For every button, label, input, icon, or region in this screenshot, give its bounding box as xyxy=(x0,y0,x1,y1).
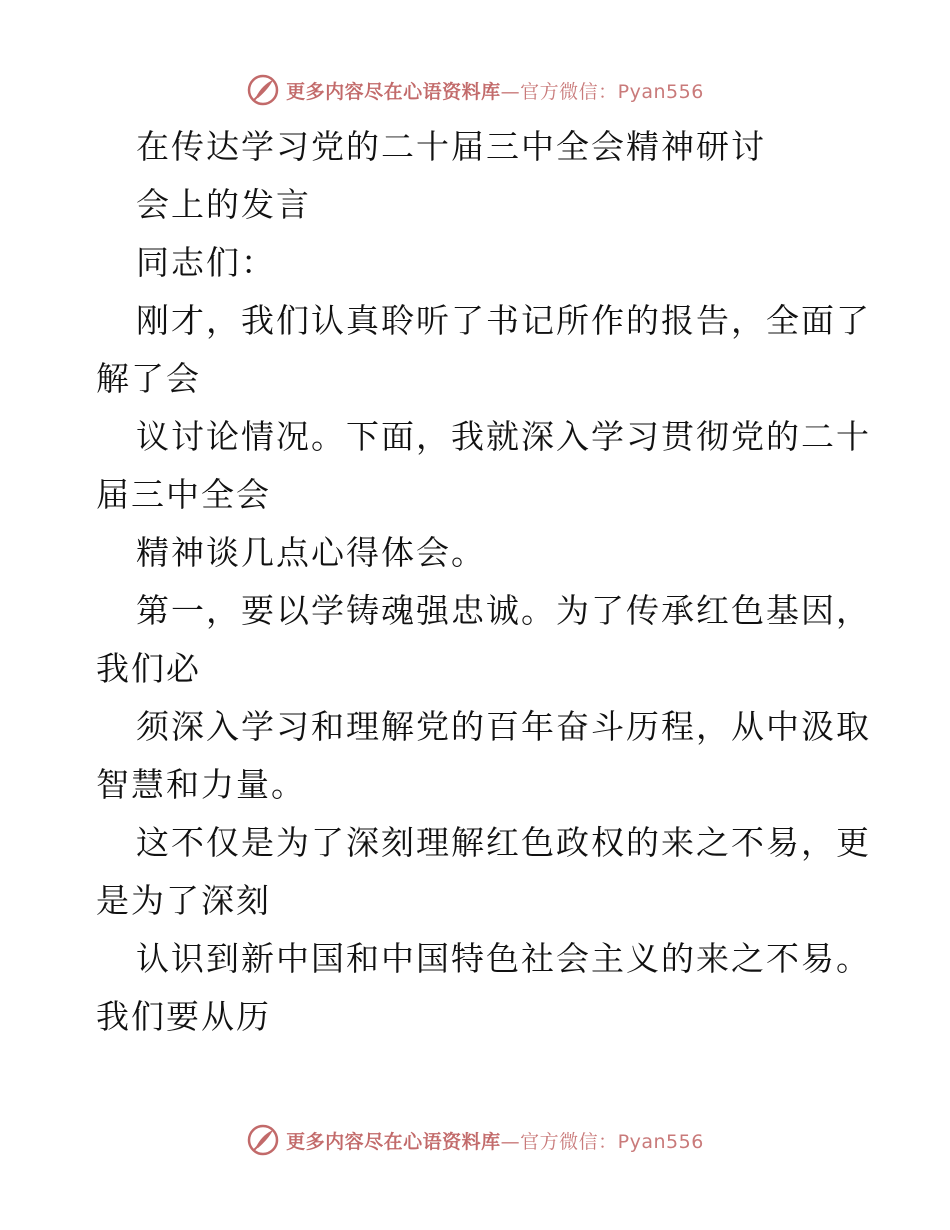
body-line: 我们必 xyxy=(96,649,201,688)
watermark-text xyxy=(286,77,704,104)
document-body xyxy=(96,118,871,1046)
title-line-2: 会上的发言 xyxy=(136,185,311,224)
watermark-site: 更多内容尽在心语资料库 xyxy=(286,1130,501,1153)
quill-logo-icon xyxy=(246,1123,280,1157)
body-line: 议讨论情况。下面，我就深入学习贯彻党的二十 xyxy=(136,417,871,456)
body-line: 届三中全会 xyxy=(96,475,271,514)
watermark-contact: 官方微信：Pyan556 xyxy=(520,1130,704,1153)
body-line: 我们要从历 xyxy=(96,997,271,1036)
body-line: 刚才，我们认真聆听了书记所作的报告，全面了 xyxy=(136,301,871,340)
title-line-1: 在传达学习党的二十届三中全会精神研讨 xyxy=(136,127,766,166)
watermark-text xyxy=(286,1127,704,1154)
watermark-contact: 官方微信：Pyan556 xyxy=(520,80,704,103)
body-line: 解了会 xyxy=(96,359,201,398)
body-line: 认识到新中国和中国特色社会主义的来之不易。 xyxy=(136,939,871,978)
watermark-site: 更多内容尽在心语资料库 xyxy=(286,80,501,103)
footer-watermark xyxy=(0,1120,950,1160)
salutation: 同志们： xyxy=(136,243,276,282)
body-line: 第一，要以学铸魂强忠诚。为了传承红色基因， xyxy=(136,591,871,630)
body-line: 这不仅是为了深刻理解红色政权的来之不易，更 xyxy=(136,823,871,862)
body-line: 须深入学习和理解党的百年奋斗历程，从中汲取 xyxy=(136,707,871,746)
body-line: 是为了深刻 xyxy=(96,881,271,920)
header-watermark xyxy=(0,70,950,110)
watermark-separator: — xyxy=(500,80,521,103)
quill-logo-icon xyxy=(246,73,280,107)
body-line: 智慧和力量。 xyxy=(96,765,306,804)
watermark-separator: — xyxy=(500,1130,521,1153)
body-line: 精神谈几点心得体会。 xyxy=(136,533,486,572)
